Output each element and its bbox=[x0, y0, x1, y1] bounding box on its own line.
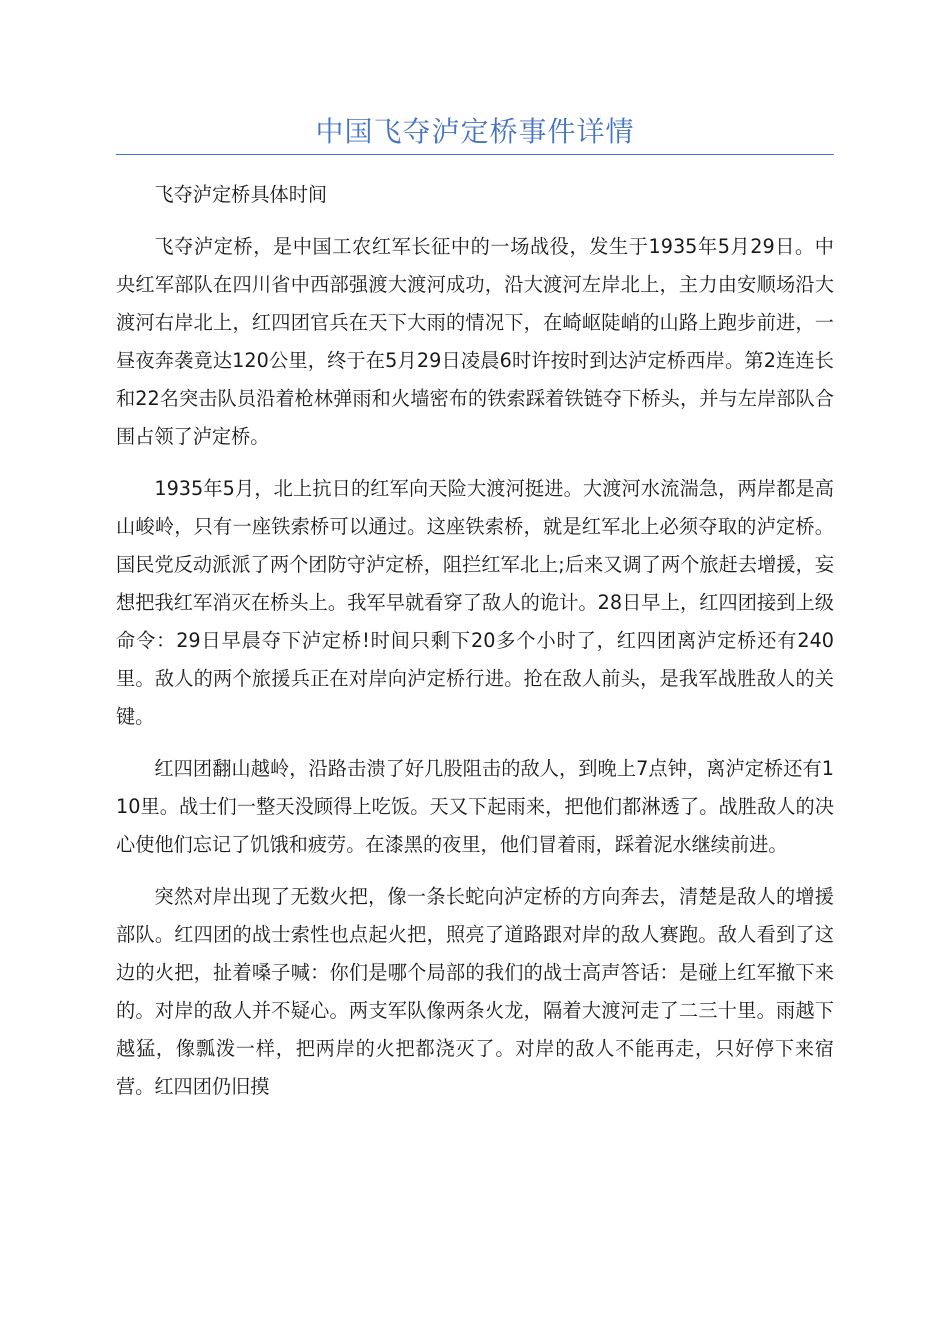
paragraph-4: 突然对岸出现了无数火把，像一条长蛇向泸定桥的方向奔去，清楚是敌人的增援部队。红四团的战士索性也点起火把，照亮了道路跟对岸的敌人赛跑。敌人看到了这边的火把，扯着嗓子喊：你们是哪个局部的我们的战士高声答话：是碰上红军撤下来的。对岸的敌人并不疑心。两支军队像两条火龙，隔着大渡河走了二三十里。雨越下越猛，像瓢泼一样，把两岸的火把都浇灭了。对岸的敌人不能再走，只好停下来宿营。红四团仍旧摸 bbox=[116, 885, 834, 1098]
paragraph-1: 飞夺泸定桥，是中国工农红军长征中的一场战役，发生于1935年5月29日。中央红军部队在四川省中西部强渡大渡河成功，沿大渡河左岸北上，主力由安顺场沿大渡河右岸北上，红四团官兵在天下大雨的情况下，在崎岖陡峭的山路上跑步前进，一昼夜奔袭竟达120公里，终于在5月29日凌晨6时许按时到达泸定桥西岸。第2连连长和22名突击队员沿着枪林弹雨和火墙密布的铁索踩着铁链夺下桥头，并与左岸部队合围占领了泸定桥。 bbox=[116, 235, 834, 448]
paragraph-3: 红四团翻山越岭，沿路击溃了好几股阻击的敌人，到晚上7点钟，离泸定桥还有110里。战士们一整天没顾得上吃饭。天又下起雨来，把他们都淋透了。战胜敌人的决心使他们忘记了饥饿和疲劳。在漆黑的夜里，他们冒着雨，踩着泥水继续前进。 bbox=[116, 757, 834, 856]
title-underline bbox=[116, 154, 834, 155]
document-title: 中国飞夺泸定桥事件详情 bbox=[315, 115, 635, 148]
section-heading: 飞夺泸定桥具体时间 bbox=[154, 183, 328, 206]
document-body bbox=[116, 176, 834, 1120]
paragraph-2: 1935年5月，北上抗日的红军向天险大渡河挺进。大渡河水流湍急，两岸都是高山峻岭，只有一座铁索桥可以通过。这座铁索桥，就是红军北上必须夺取的泸定桥。国民党反动派派了两个团防守泸定桥，阻拦红军北上;后来又调了两个旅赶去增援，妄想把我红军消灭在桥头上。我军早就看穿了敌人的诡计。28日早上，红四团接到上级命令：29日早晨夺下泸定桥!时间只剩下20多个小时了，红四团离泸定桥还有240里。敌人的两个旅援兵正在对岸向泸定桥行进。抢在敌人前头，是我军战胜敌人的关键。 bbox=[116, 477, 834, 728]
